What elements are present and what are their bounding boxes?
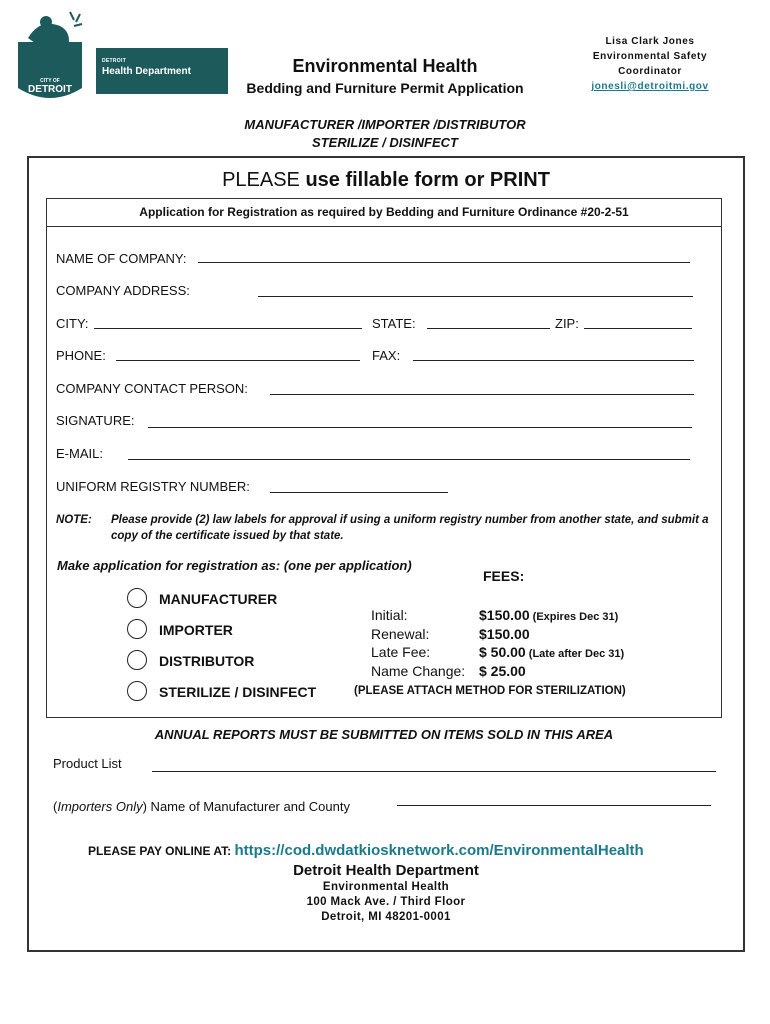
company-name-field[interactable] — [198, 262, 690, 263]
signature-field[interactable] — [148, 427, 692, 428]
coordinator-name: Lisa Clark Jones — [605, 36, 695, 47]
please-text: PLEASE — [222, 169, 300, 191]
category-line2: STERILIZE / DISINFECT — [312, 135, 458, 150]
company-name-label: NAME OF COMPANY: — [56, 251, 187, 266]
address-line3: Detroit, MI 48201-0001 — [321, 911, 451, 923]
signature-label: SIGNATURE: — [56, 413, 135, 428]
category-line1: MANUFACTURER /IMPORTER /DISTRIBUTOR — [244, 117, 526, 132]
coordinator-title2: Coordinator — [618, 66, 682, 77]
fee-amount: $ 50.00 — [479, 644, 526, 660]
department-name: Detroit Health Department — [293, 862, 479, 879]
page-subtitle: Bedding and Furniture Permit Application — [246, 80, 524, 96]
divider — [46, 226, 722, 227]
importers-only-text: Importers Only — [57, 799, 143, 814]
zip-label: ZIP: — [555, 316, 579, 331]
fee-amount: $ 25.00 — [479, 663, 526, 679]
fax-field[interactable] — [413, 360, 694, 361]
fee-label: Renewal: — [371, 626, 430, 642]
fees-heading: FEES: — [483, 568, 525, 584]
zip-field[interactable] — [584, 328, 692, 329]
manufacturer-county-field[interactable] — [397, 805, 711, 806]
city-seal-logo — [10, 8, 90, 108]
manufacturer-option-label: MANUFACTURER — [159, 591, 278, 607]
address-line1: Environmental Health — [322, 881, 450, 893]
note-key: NOTE: — [56, 514, 92, 526]
pay-url-link[interactable]: https://cod.dwdatkiosknetwork.com/EnvironmentalHealth — [234, 842, 644, 859]
importers-label: (Importers Only) Name of Manufacturer and County — [53, 799, 350, 814]
health-department-logo — [96, 48, 228, 94]
state-label: STATE: — [372, 316, 416, 331]
fee-note: (Expires Dec 31) — [529, 611, 619, 623]
coordinator-email-link[interactable]: jonesli@detroitmi.gov — [591, 81, 709, 92]
city-big-text: DETROIT — [28, 84, 72, 95]
product-list-field[interactable] — [152, 771, 716, 772]
fax-label: FAX: — [372, 348, 401, 363]
logo-big-text: Health Department — [102, 66, 191, 77]
application-registration-title: Application for Registration as required by Bedding and Furniture Ordinance #20-2-51 — [139, 205, 629, 219]
please-rest-text: use fillable form or PRINT — [299, 169, 550, 191]
phone-field[interactable] — [116, 360, 360, 361]
email-field[interactable] — [128, 459, 690, 460]
company-address-label: COMPANY ADDRESS: — [56, 283, 190, 298]
coordinator-block — [560, 34, 740, 94]
fee-note: (Late after Dec 31) — [525, 648, 625, 660]
fee-value — [479, 626, 530, 642]
category-heading — [160, 116, 610, 152]
city-small-text: CITY OF — [40, 78, 60, 84]
importers-rest-text: Name of Manufacturer and County — [146, 799, 350, 814]
fee-value — [479, 663, 526, 679]
note-text: Please provide (2) law labels for approval if using a uniform registry number from another state, and submit a copy of the certificate issued by that state. — [111, 514, 709, 542]
pay-online-line — [88, 842, 644, 859]
registry-field[interactable] — [270, 492, 448, 493]
sterilization-attach-note: (PLEASE ATTACH METHOD FOR STERILIZATION) — [354, 685, 626, 697]
fee-value — [479, 607, 618, 623]
fee-label: Late Fee: — [371, 644, 431, 660]
fee-amount: $150.00 — [479, 626, 530, 642]
fee-amount: $150.00 — [479, 607, 530, 623]
pay-label: PLEASE PAY ONLINE AT: — [88, 844, 235, 858]
page-title: Environmental Health — [292, 56, 478, 76]
importer-radio[interactable] — [127, 619, 147, 639]
city-label: CITY: — [56, 316, 89, 331]
coordinator-title1: Environmental Safety — [592, 51, 708, 62]
distributor-radio[interactable] — [127, 650, 147, 670]
sterilize-radio[interactable] — [127, 681, 147, 701]
city-field[interactable] — [94, 328, 362, 329]
distributor-option-label: DISTRIBUTOR — [159, 653, 255, 669]
logo-small-text: DETROIT — [102, 58, 127, 64]
fee-value — [479, 644, 624, 660]
phone-label: PHONE: — [56, 348, 106, 363]
sterilize-option-label: STERILIZE / DISINFECT — [159, 684, 317, 700]
product-list-label: Product List — [53, 756, 122, 771]
registry-label: UNIFORM REGISTRY NUMBER: — [56, 479, 250, 494]
fee-label: Initial: — [371, 607, 408, 623]
annual-reports-heading: ANNUAL REPORTS MUST BE SUBMITTED ON ITEMS SOLD IN THIS AREA — [154, 727, 614, 742]
importer-option-label: IMPORTER — [159, 622, 233, 638]
fee-label: Name Change: — [371, 663, 466, 679]
make-application-label: Make application for registration as: (one per application) — [57, 558, 412, 573]
form-instruction-heading — [27, 169, 745, 192]
address-line2: 100 Mack Ave. / Third Floor — [306, 896, 466, 908]
state-field[interactable] — [427, 328, 550, 329]
contact-field[interactable] — [270, 394, 694, 395]
email-label: E-MAIL: — [56, 446, 103, 461]
company-address-field[interactable] — [258, 296, 693, 297]
contact-label: COMPANY CONTACT PERSON: — [56, 381, 248, 396]
manufacturer-radio[interactable] — [127, 588, 147, 608]
